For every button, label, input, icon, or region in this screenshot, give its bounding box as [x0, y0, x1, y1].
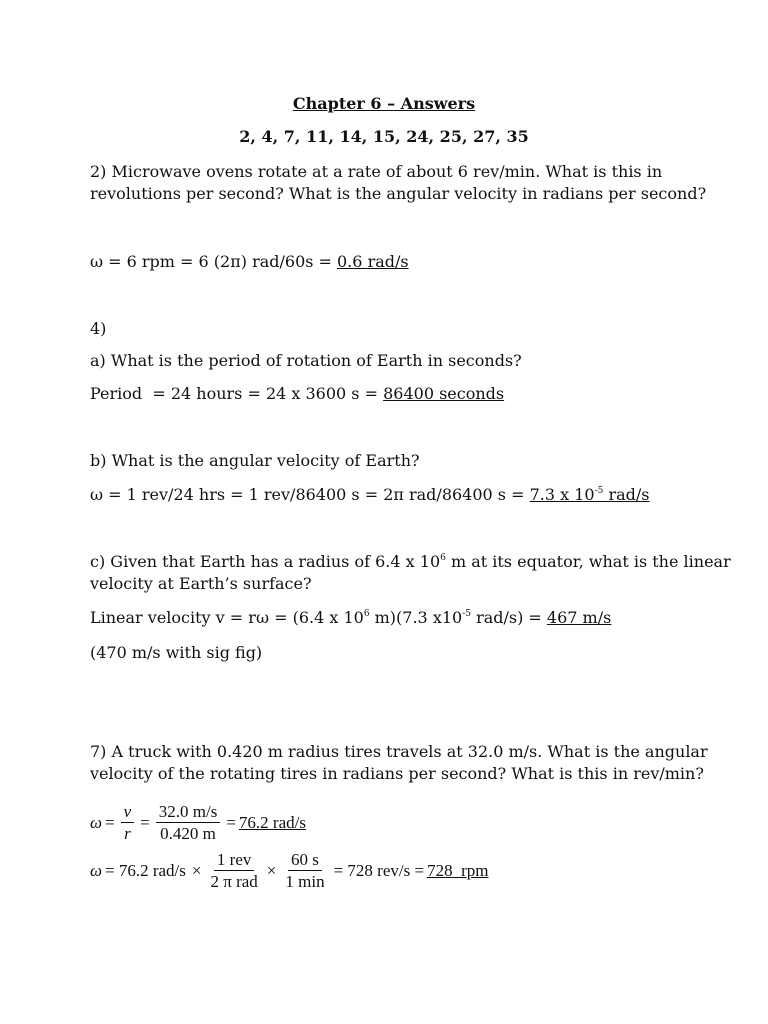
eq1-r: r — [124, 824, 131, 843]
q7-equation-1 — [90, 802, 306, 843]
eq2-f2-denominator: 1 min — [285, 872, 325, 891]
q2-question-line2: revolutions per second? What is the angular velocity in radians per second? — [90, 184, 707, 203]
q4b-work — [90, 484, 650, 506]
eq1-fraction — [156, 802, 221, 843]
q4a-question: a) What is the period of rotation of Earth in seconds? — [90, 351, 522, 370]
q4b-answer-unit: rad/s — [603, 485, 650, 504]
q4c-answer: 467 m/s — [546, 608, 612, 627]
eq1-equals-2: = — [140, 812, 150, 832]
q4c-q-text-a: c) Given that Earth has a radius of 6.4 x 10 — [90, 552, 441, 571]
q4c-work-a: Linear velocity v = rω = (6.4 x 10 — [90, 608, 364, 627]
q4b-answer — [530, 485, 650, 504]
eq1-answer: 76.2 rad/s — [238, 812, 306, 832]
q4a-work-text: Period = 24 hours = 24 x 3600 s = — [90, 384, 384, 403]
q2-work-text: ω = 6 rpm = 6 (2π) rad/60s = — [90, 252, 338, 271]
q4b-question: b) What is the angular velocity of Earth? — [90, 451, 420, 470]
q2-answer: 0.6 rad/s — [337, 252, 409, 271]
eq1-denominator: 0.420 m — [160, 824, 216, 843]
q2-question-line1: 2) Microwave ovens rotate at a rate of about 6 rev/min. What is this in — [90, 162, 663, 181]
q4c-work-b: m)(7.3 x10 — [369, 608, 463, 627]
q7-question-line2: velocity of the rotating tires in radians per second? What is this in rev/min? — [90, 764, 704, 783]
eq2-f1-numerator: 1 rev — [214, 850, 254, 871]
q4c-q-text-b: m at its equator, what is the linear — [445, 552, 731, 571]
eq2-f2-numerator: 60 s — [288, 850, 322, 871]
eq2-omega: ω — [90, 860, 103, 880]
problem-list: 2, 4, 7, 11, 14, 15, 24, 25, 27, 35 — [239, 127, 529, 146]
q7-question-line1: 7) A truck with 0.420 m radius tires travels at 32.0 m/s. What is the angular — [90, 742, 708, 761]
q4-number: 4) — [90, 319, 107, 338]
eq2-result: = 728 rev/s = — [333, 860, 425, 880]
page-title: Chapter 6 – Answers — [292, 94, 476, 113]
q4a-work — [90, 383, 504, 405]
q4c-work-exp1: 6 — [363, 609, 370, 619]
eq1-omega: ω — [90, 812, 103, 832]
q4b-answer-base: 7.3 x 10 — [529, 485, 595, 504]
eq2-answer: 728 rpm — [427, 860, 489, 880]
q4c-question-line1 — [90, 551, 731, 573]
eq2-times-1: × — [191, 860, 202, 880]
eq1-equals-1: = — [105, 812, 115, 832]
q4c-note: (470 m/s with sig fig) — [90, 643, 263, 662]
q4b-work-text: ω = 1 rev/24 hrs = 1 rev/86400 s = 2π rad/86400 s = — [90, 485, 530, 504]
eq1-v: v — [121, 802, 135, 823]
q2-work — [90, 251, 409, 273]
eq2-lead: = 76.2 rad/s — [105, 860, 186, 880]
eq1-equals-3: = — [226, 812, 236, 832]
q4c-question-line2: velocity at Earth’s surface? — [90, 574, 312, 593]
eq2-fraction-2 — [282, 850, 327, 891]
eq2-fraction-1 — [208, 850, 261, 891]
q7-equation-2 — [90, 850, 488, 891]
q4c-work-exp2: -5 — [462, 609, 471, 619]
q4b-answer-exponent: -5 — [594, 486, 604, 496]
q4c-work-c: rad/s) = — [470, 608, 547, 627]
eq1-numerator: 32.0 m/s — [156, 802, 221, 823]
eq2-times-2: × — [266, 860, 277, 880]
eq2-f1-denominator: 2 π rad — [210, 872, 258, 891]
q4c-q-exponent: 6 — [440, 553, 446, 563]
q4a-answer: 86400 seconds — [383, 384, 505, 403]
q4c-work — [90, 607, 611, 629]
eq1-v-over-r — [121, 802, 135, 843]
